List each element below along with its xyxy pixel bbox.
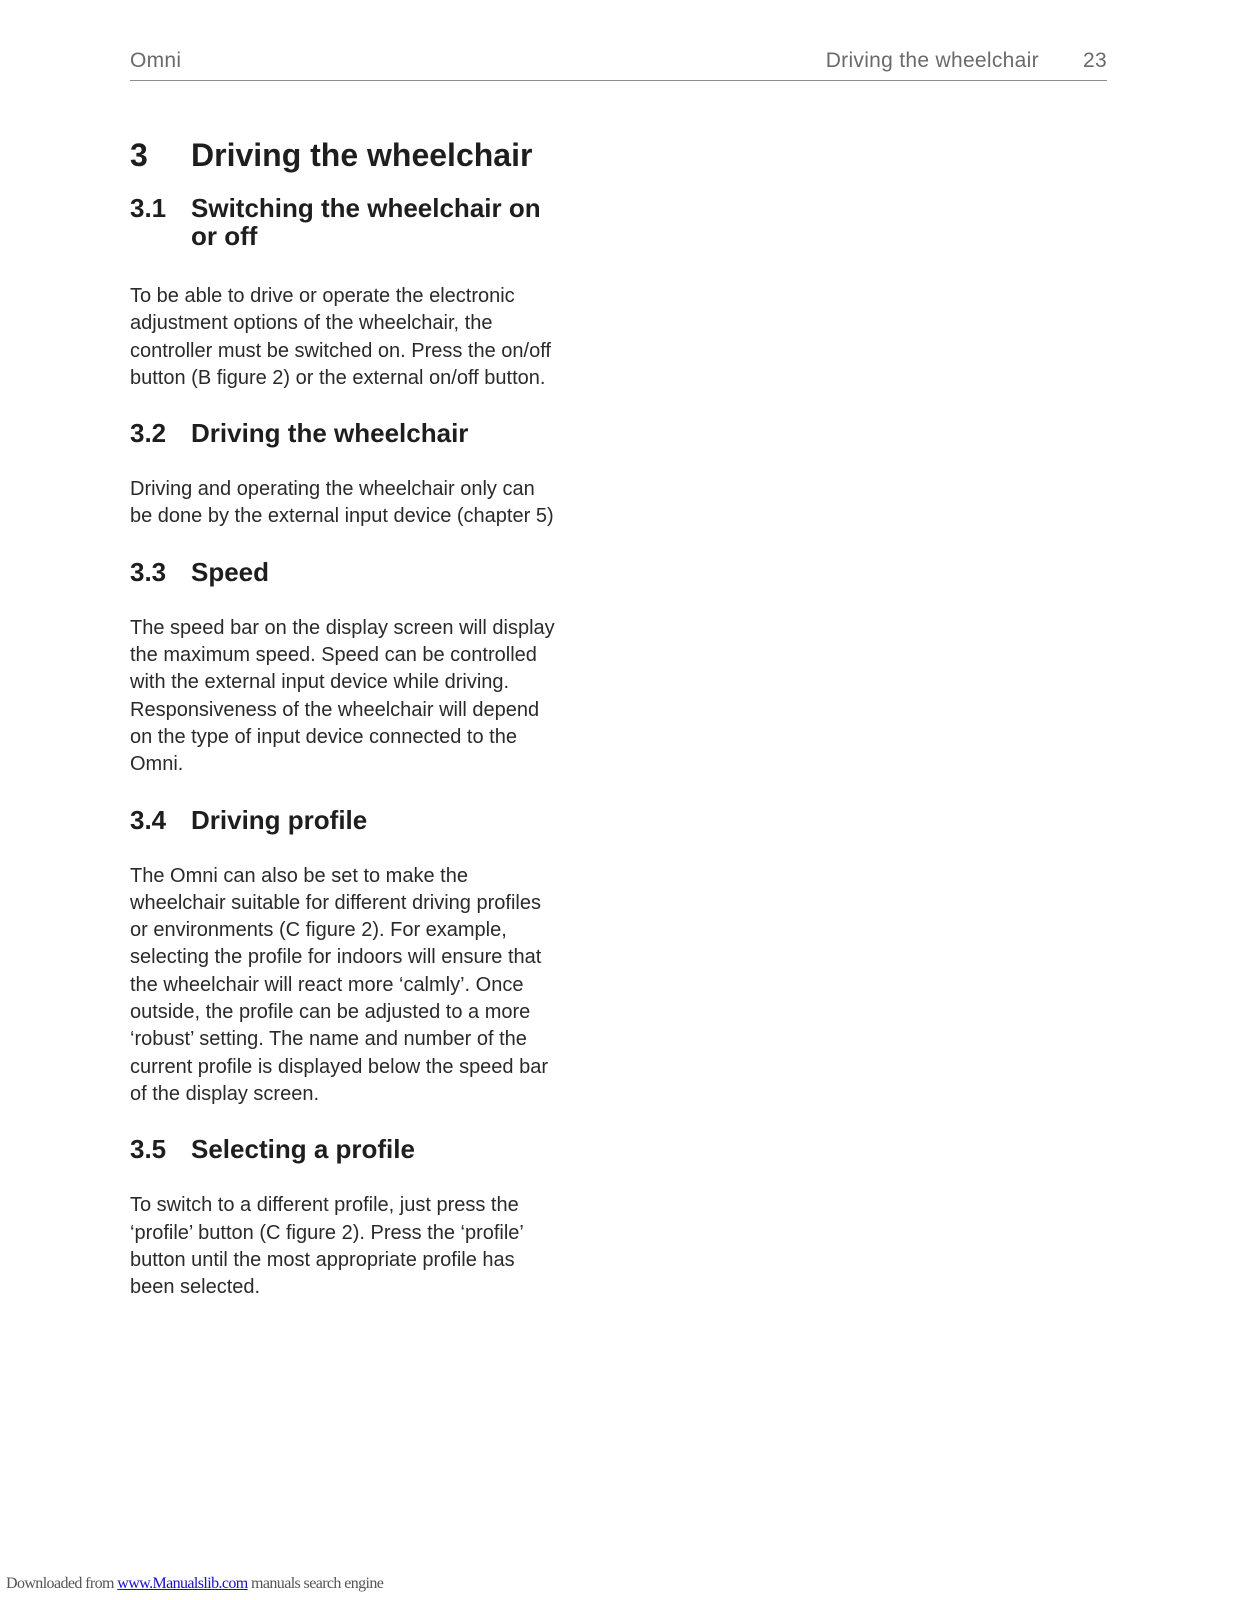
- page-content: [130, 136, 600, 1301]
- section-paragraph-3-2: [130, 476, 600, 531]
- paragraph-line: button until the most appropriate profile has: [130, 1248, 515, 1271]
- footer-suffix: manuals search engine: [247, 1575, 384, 1592]
- section-number: 3.1: [130, 193, 167, 223]
- section-title-3-1: [130, 194, 600, 250]
- header-chapter-info: [826, 49, 1107, 73]
- paragraph-line: on the type of input device connected to the: [130, 725, 517, 748]
- paragraph-line: button (B figure 2) or the external on/off button.: [130, 366, 546, 389]
- paragraph-line: To switch to a different profile, just press the: [130, 1194, 519, 1217]
- chapter-title-text: Driving the wheelchair: [191, 137, 533, 173]
- paragraph-line: ‘robust’ setting. The name and number of the: [130, 1028, 527, 1051]
- section-paragraph-3-3: [130, 615, 600, 779]
- paragraph-line: To be able to drive or operate the electronic: [130, 285, 515, 307]
- section-number: 3.2: [130, 418, 167, 449]
- section-paragraph-3-4: [130, 863, 600, 1109]
- header-product-name: Omni: [130, 49, 182, 72]
- section-paragraph-3-5: [130, 1192, 600, 1301]
- section-title-3-5: [130, 1135, 600, 1163]
- paragraph-line: been selected.: [130, 1276, 261, 1299]
- manualslib-link[interactable]: www.Manualslib.com: [117, 1575, 248, 1592]
- download-footer: [6, 1575, 383, 1593]
- paragraph-line: adjustment options of the wheelchair, the: [130, 312, 493, 335]
- paragraph-line: or environments (C figure 2). For example,: [130, 919, 507, 942]
- paragraph-line: with the external input device while driving.: [130, 671, 510, 694]
- page-header: [130, 46, 1107, 81]
- paragraph-line: of the display screen.: [130, 1082, 319, 1105]
- section-title-text: Driving profile: [191, 804, 368, 835]
- section-title-line: Switching the wheelchair on: [191, 193, 541, 223]
- paragraph-line: The speed bar on the display screen will display: [130, 616, 555, 639]
- section-title-text: Speed: [191, 556, 270, 587]
- chapter-title: [130, 136, 600, 174]
- paragraph-line: ‘profile’ button (C figure 2). Press the ‘profile’: [130, 1221, 524, 1244]
- chapter-number: 3: [130, 137, 148, 173]
- section-number: 3.5: [130, 1134, 167, 1165]
- paragraph-line: selecting the profile for indoors will ensure that: [130, 946, 542, 969]
- section-number: 3.4: [130, 804, 167, 835]
- section-title-3-2: [130, 419, 600, 447]
- section-title-3-4: [130, 806, 600, 834]
- paragraph-line: outside, the profile can be adjusted to a more: [130, 1001, 531, 1024]
- paragraph-line: controller must be switched on. Press the on/off: [130, 339, 551, 362]
- section-number: 3.3: [130, 556, 167, 587]
- footer-prefix: Downloaded from: [6, 1575, 118, 1592]
- paragraph-line: The Omni can also be set to make the: [130, 864, 468, 887]
- paragraph-line: Driving and operating the wheelchair only can: [130, 478, 535, 501]
- section-paragraph-3-1: [130, 283, 600, 392]
- paragraph-line: the maximum speed. Speed can be controlled: [130, 644, 537, 667]
- paragraph-line: be done by the external input device (chapter 5): [130, 505, 554, 528]
- paragraph-line: the wheelchair will react more ‘calmly’. Once: [130, 973, 524, 996]
- paragraph-line: Omni.: [130, 753, 184, 776]
- section-title-3-3: [130, 558, 600, 586]
- page-number: 23: [1083, 49, 1107, 72]
- paragraph-line: Responsiveness of the wheelchair will depend: [130, 698, 540, 721]
- paragraph-line: wheelchair suitable for different driving profiles: [130, 891, 541, 914]
- section-title-text: [191, 194, 541, 250]
- section-title-line: or off: [191, 221, 258, 251]
- paragraph-line: current profile is displayed below the speed bar: [130, 1055, 549, 1078]
- header-chapter-title: Driving the wheelchair: [825, 49, 1039, 72]
- section-title-text: Selecting a profile: [191, 1134, 415, 1165]
- section-title-text: Driving the wheelchair: [191, 418, 469, 449]
